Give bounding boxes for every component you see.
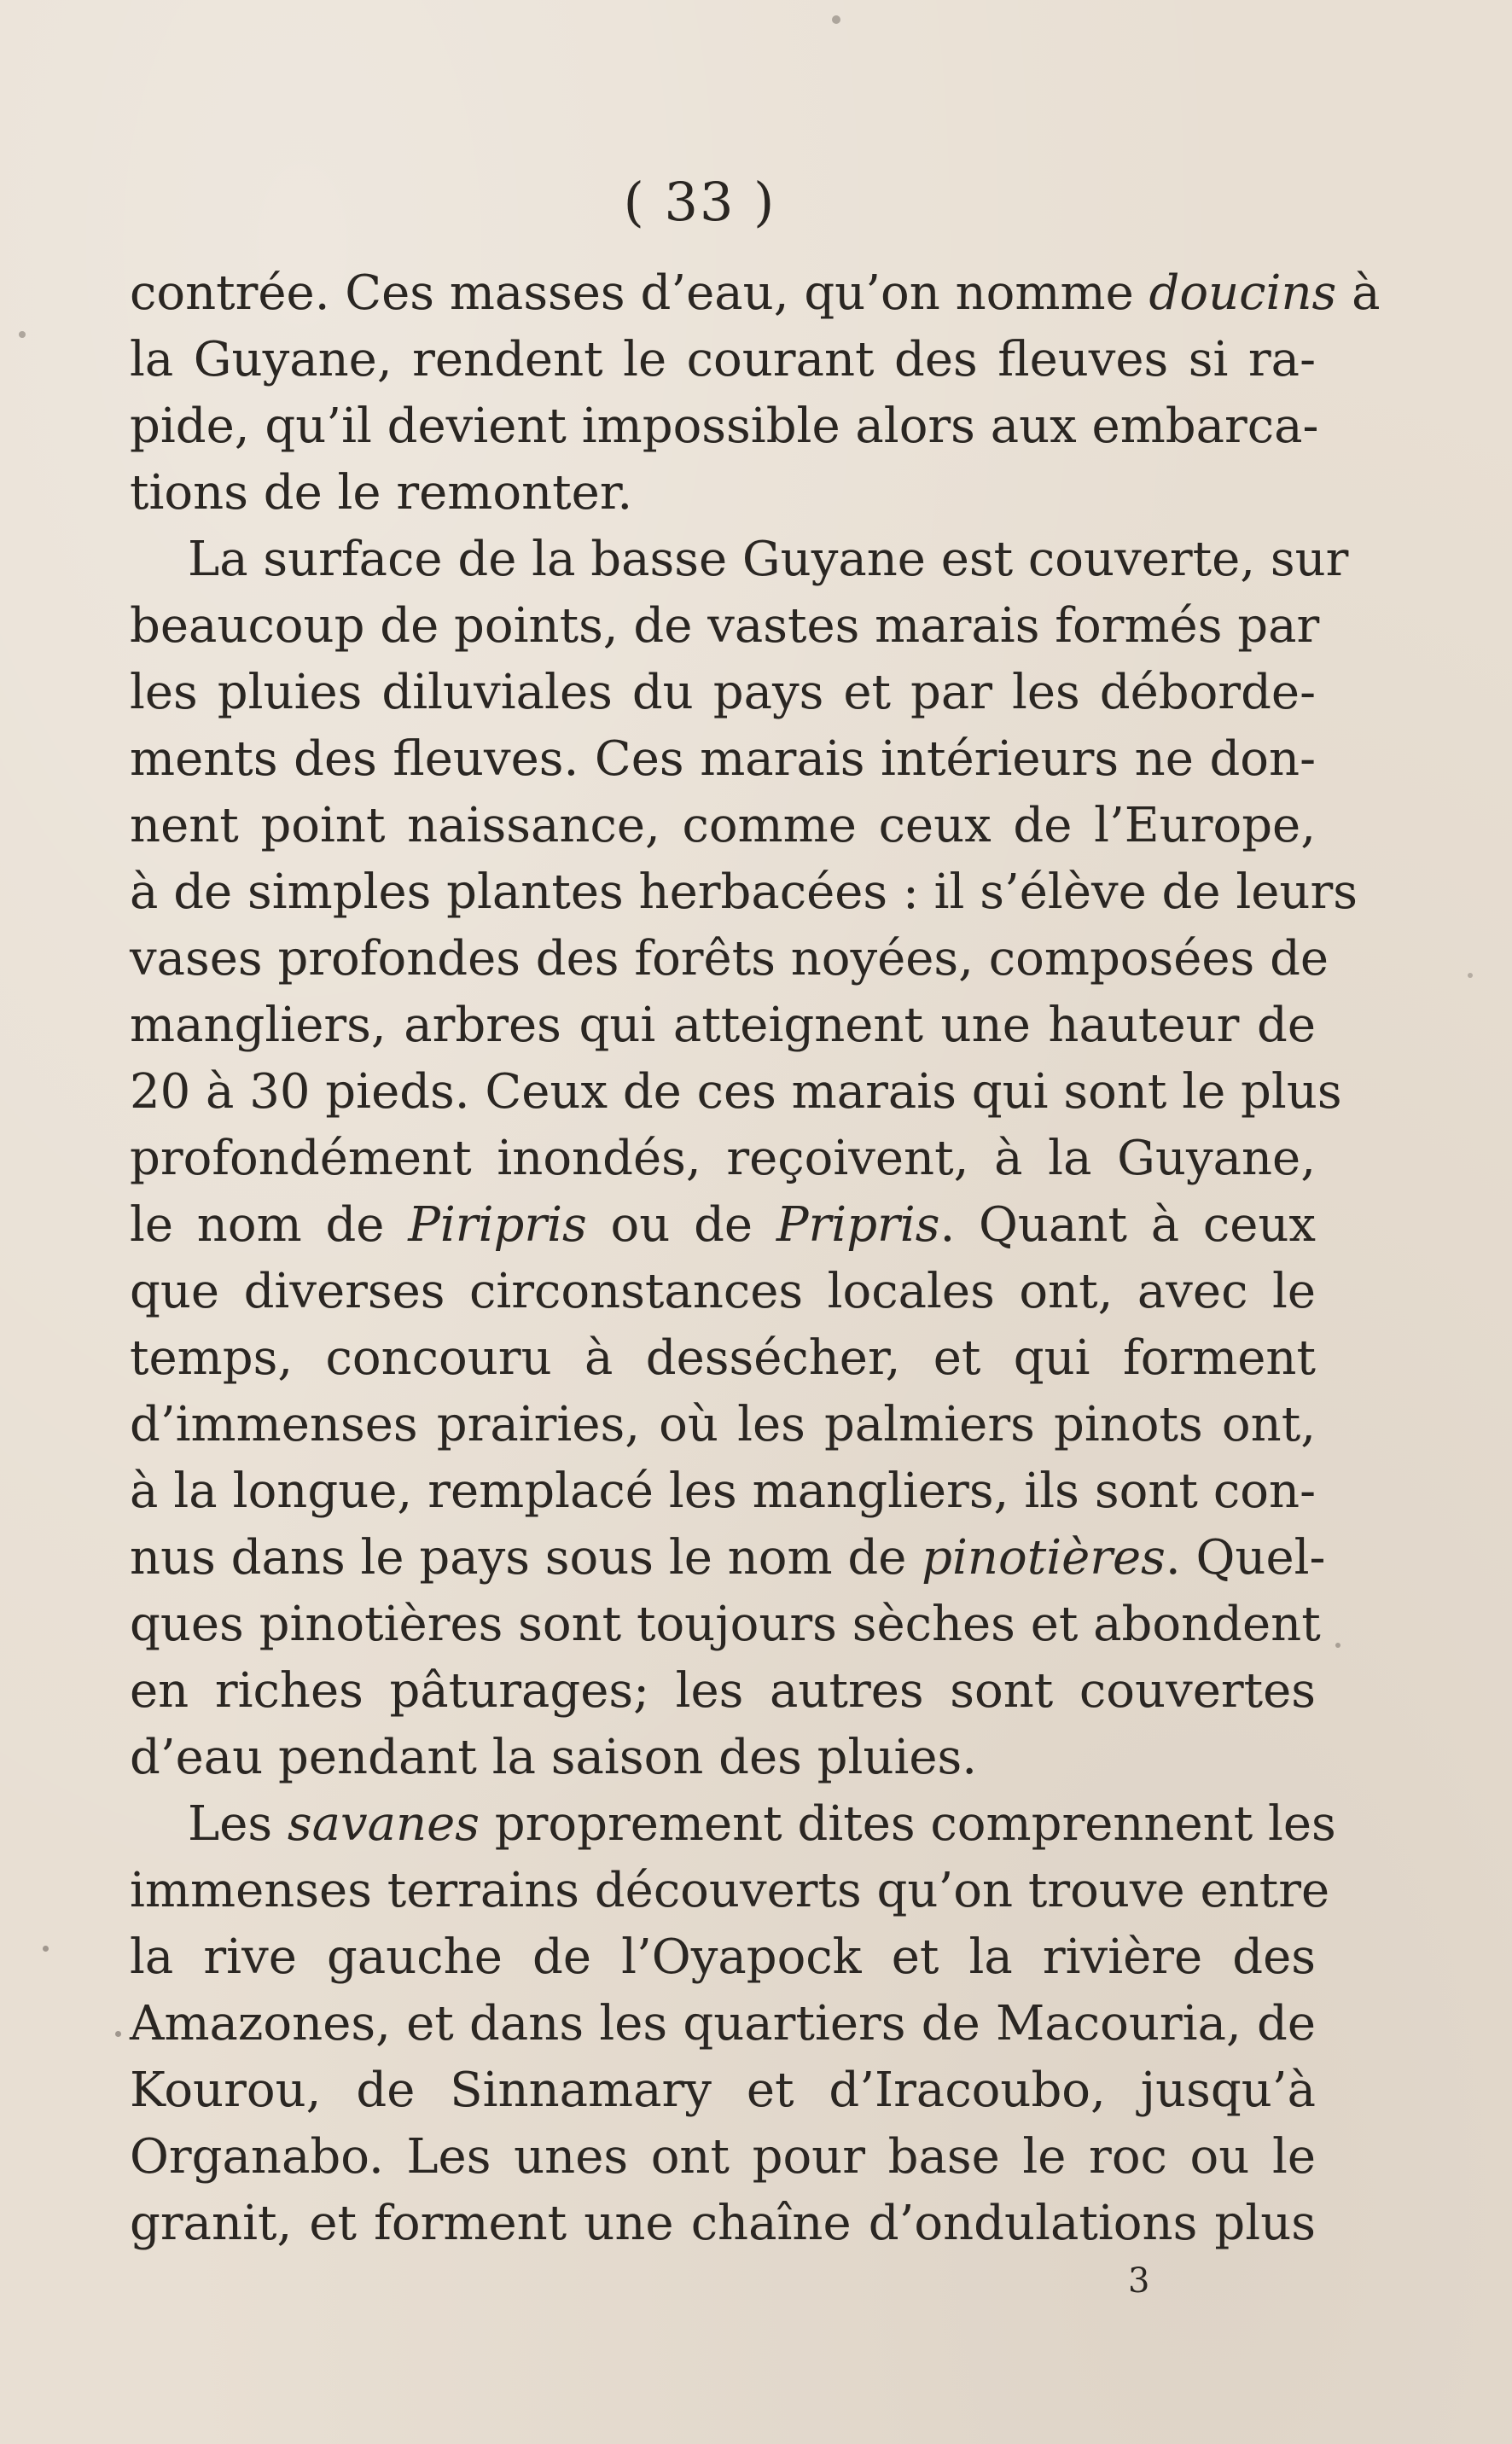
line-text: granit, et forment une chaîne d’ondulations plus (130, 2196, 1316, 2251)
text-line (130, 1525, 1326, 1592)
text-line (130, 1458, 1316, 1525)
line-text: Amazones, et dans les quartiers de Macouria, de (130, 1996, 1316, 2051)
text-line (130, 726, 1316, 793)
line-text: mangliers, arbres qui atteignent une hauteur de (130, 998, 1316, 1053)
signature-mark: 3 (1128, 2261, 1150, 2301)
line-text: . Quant à ceux (939, 1197, 1317, 1253)
text-line (130, 593, 1320, 660)
line-text: . Quel- (1165, 1530, 1326, 1586)
paper-speck (43, 1946, 49, 1952)
line-text: ou de (586, 1197, 776, 1253)
line-text: Organabo. Les unes ont pour base le roc ou le (130, 2129, 1316, 2185)
header-close-paren: ) (753, 171, 776, 233)
line-text: 20 à 30 pieds. Ceux de ces marais qui sont le plus (130, 1064, 1342, 1120)
line-text: les pluies diluviales du pays et par les déborde- (130, 665, 1316, 720)
text-line (130, 1991, 1316, 2057)
text-line (130, 1325, 1316, 1392)
text-line (130, 460, 1316, 527)
line-text: d’immenses prairies, où les palmiers pinots ont, (130, 1397, 1316, 1452)
text-line (130, 1791, 1336, 1858)
line-text: en riches pâturages; les autres sont couvertes (130, 1663, 1316, 1719)
line-text: ques pinotières sont toujours sèches et abondent (130, 1597, 1321, 1652)
text-line (130, 1392, 1316, 1458)
line-text: vases profondes des forêts noyées, composées de (130, 931, 1329, 986)
paper-speck (19, 331, 26, 338)
line-text: Kourou, de Sinnamary et d’Iracoubo, jusqu’à (130, 2063, 1316, 2118)
line-text: d’eau pendant la saison des pluies. (130, 1730, 978, 1785)
text-line (130, 260, 1381, 327)
text-line (130, 1126, 1316, 1192)
page-number: 33 (664, 171, 736, 233)
line-text: la rive gauche de l’Oyapock et la rivière des (130, 1929, 1316, 1985)
text-line (130, 1592, 1321, 1658)
paper-speck (1335, 1643, 1340, 1648)
text-line (130, 2057, 1316, 2124)
line-text: à la longue, remplacé les mangliers, ils sont con- (130, 1463, 1316, 1519)
body-text (130, 260, 1381, 2257)
line-text: pide, qu’il devient impossible alors aux embarca- (130, 399, 1319, 454)
italic-term: doucins (1149, 265, 1337, 321)
header-open-paren: ( (623, 171, 646, 233)
text-line (130, 992, 1316, 1059)
italic-term: Pripris (776, 1197, 940, 1253)
text-line (130, 1059, 1342, 1126)
italic-term: savanes (287, 1796, 480, 1852)
line-text: à de simples plantes herbacées : il s’élève de leurs (130, 864, 1358, 920)
line-text: que diverses circonstances locales ont, avec le (130, 1264, 1316, 1319)
text-line (130, 1658, 1316, 1725)
text-line (130, 1192, 1316, 1259)
text-line (130, 1259, 1316, 1325)
paper-speck (832, 15, 840, 24)
text-line (130, 660, 1316, 726)
line-text: à (1336, 265, 1381, 321)
line-text: proprement dites comprennent les (479, 1796, 1336, 1852)
text-line (130, 393, 1319, 460)
line-text: le nom de (130, 1197, 409, 1253)
text-line (130, 327, 1316, 393)
text-line (130, 793, 1316, 859)
line-text: tions de le remonter. (130, 465, 633, 521)
italic-term: pinotières (922, 1530, 1166, 1586)
line-text: profondément inondés, reçoivent, à la Guyane, (130, 1131, 1316, 1186)
paper-speck (115, 2031, 121, 2037)
line-text: Les (188, 1796, 288, 1852)
line-text: ments des fleuves. Ces marais intérieurs ne don- (130, 731, 1316, 787)
paper-speck (1468, 973, 1473, 978)
text-line (130, 2191, 1316, 2257)
line-text: immenses terrains découverts qu’on trouve entre (130, 1863, 1330, 1918)
text-line (130, 1725, 1316, 1791)
text-line (130, 2124, 1316, 2191)
line-text: La surface de la basse Guyane est couverte, sur (188, 532, 1349, 587)
text-line (130, 527, 1349, 593)
text-line (130, 1858, 1330, 1924)
line-text: temps, concouru à dessécher, et qui forment (130, 1330, 1316, 1386)
page-header (0, 171, 1399, 233)
line-text: la Guyane, rendent le courant des fleuves si ra- (130, 332, 1316, 387)
italic-term: Piripris (408, 1197, 587, 1253)
line-text: nent point naissance, comme ceux de l’Europe, (130, 798, 1316, 853)
text-line (130, 926, 1329, 992)
line-text: nus dans le pays sous le nom de (130, 1530, 922, 1586)
text-line (130, 859, 1358, 926)
line-text: contrée. Ces masses d’eau, qu’on nomme (130, 265, 1149, 321)
text-line (130, 1924, 1316, 1991)
line-text: beaucoup de points, de vastes marais formés par (130, 598, 1320, 654)
